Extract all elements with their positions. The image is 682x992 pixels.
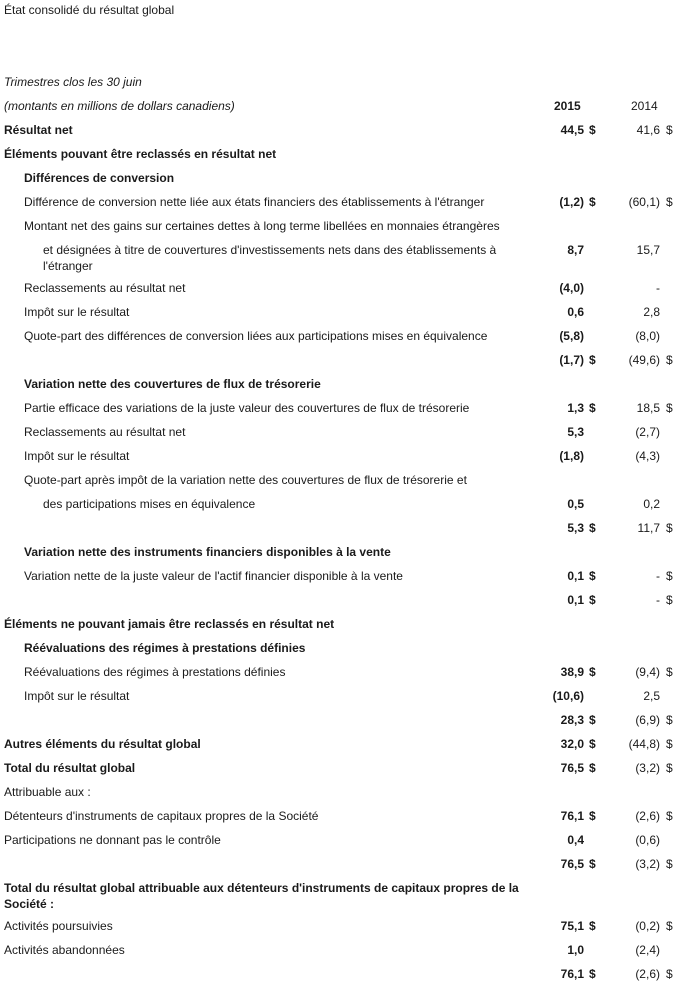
currency-2014: $ [666, 967, 673, 981]
table-row [0, 218, 682, 242]
value-2014: (49,6) [628, 353, 660, 367]
value-2014: (2,6) [635, 967, 660, 981]
subsection-heading [0, 170, 682, 194]
year-2014-header: 2014 [631, 99, 658, 113]
year-2015-header: 2015 [554, 99, 581, 113]
period-label: Trimestres clos les 30 juin [4, 75, 142, 89]
value-2014: (3,2) [635, 761, 660, 775]
row-label: des participations mises en équivalence [43, 497, 256, 511]
header-units-row [0, 98, 682, 122]
value-2014: 18,5 [636, 401, 660, 415]
table-row [0, 472, 682, 496]
value-2014: (44,8) [628, 737, 660, 751]
subsection-heading [0, 544, 682, 568]
currency-2014: $ [666, 593, 673, 607]
currency-2015: $ [589, 809, 596, 823]
table-row [0, 918, 682, 942]
row-label: Variation nette des couvertures de flux de trésorerie [24, 377, 321, 391]
value-2014: (3,2) [635, 857, 660, 871]
row-label: Variation nette de la juste valeur de l'actif financier disponible à la vente [24, 569, 403, 583]
currency-2015: $ [589, 521, 596, 535]
value-2015: (1,7) [559, 353, 584, 367]
table-row [0, 942, 682, 966]
row-label: Quote-part après impôt de la variation nette des couvertures de flux de trésorerie et [24, 473, 467, 487]
value-2014: (2,4) [635, 943, 660, 957]
value-2014: (8,0) [635, 329, 660, 343]
value-2014: 41,6 [636, 123, 660, 137]
value-2014: 2,5 [643, 689, 660, 703]
value-2015: 38,9 [560, 665, 584, 679]
currency-2015: $ [589, 593, 596, 607]
value-2014: (0,2) [635, 919, 660, 933]
value-2014: 15,7 [636, 243, 660, 257]
row-label: Activités abandonnées [4, 943, 125, 957]
table-row [0, 242, 682, 274]
currency-2014: $ [666, 809, 673, 823]
currency-2014: $ [666, 713, 673, 727]
currency-2015: $ [589, 737, 596, 751]
subtotal-row [0, 592, 682, 616]
row-label: Total du résultat global attribuable aux détenteurs d'instruments de capitaux propres de la Société : [4, 881, 519, 911]
table-row [0, 194, 682, 218]
value-2014: (2,7) [635, 425, 660, 439]
value-2014: - [656, 569, 660, 583]
value-2015: 75,1 [560, 919, 584, 933]
table-row [0, 736, 682, 760]
value-2015: 0,1 [567, 593, 584, 607]
currency-2014: $ [666, 195, 673, 209]
table-row [0, 568, 682, 592]
subtotal-row [0, 966, 682, 990]
table-row [0, 832, 682, 856]
value-2015: (5,8) [559, 329, 584, 343]
value-2015: 5,3 [567, 521, 584, 535]
value-2015: 0,4 [567, 833, 584, 847]
row-label: Impôt sur le résultat [24, 449, 130, 463]
currency-2014: $ [666, 569, 673, 583]
row-label: Réévaluations des régimes à prestations définies [24, 665, 286, 679]
value-2015: 76,5 [560, 857, 584, 871]
currency-2014: $ [666, 123, 673, 137]
value-2015: (10,6) [552, 689, 584, 703]
currency-2015: $ [589, 967, 596, 981]
statement-title: État consolidé du résultat global [4, 3, 175, 17]
value-2015: (1,2) [559, 195, 584, 209]
currency-2014: $ [666, 521, 673, 535]
section-heading [0, 146, 682, 170]
row-label: Réévaluations des régimes à prestations définies [24, 641, 306, 655]
currency-2015: $ [589, 569, 596, 583]
currency-2015: $ [589, 761, 596, 775]
value-2015: 44,5 [560, 123, 584, 137]
subsection-heading [0, 640, 682, 664]
value-2015: 76,5 [560, 761, 584, 775]
table-row [0, 808, 682, 832]
value-2015: 28,3 [560, 713, 584, 727]
currency-2014: $ [666, 761, 673, 775]
value-2015: 8,7 [567, 243, 584, 257]
table-row [0, 424, 682, 448]
value-2014: (2,6) [635, 809, 660, 823]
currency-2015: $ [589, 401, 596, 415]
currency-2014: $ [666, 737, 673, 751]
row-label: Détenteurs d'instruments de capitaux propres de la Société [4, 809, 319, 823]
row-label: Participations ne donnant pas le contrôle [4, 833, 221, 847]
units-label: (montants en millions de dollars canadiens) [4, 99, 235, 113]
value-2014: 11,7 [637, 521, 660, 535]
value-2015: 76,1 [560, 809, 584, 823]
table-row [0, 122, 682, 146]
subtotal-row [0, 352, 682, 376]
subtotal-row [0, 856, 682, 880]
currency-2014: $ [666, 353, 673, 367]
table-row [0, 304, 682, 328]
value-2015: 0,6 [567, 305, 584, 319]
value-2015: 1,3 [567, 401, 584, 415]
value-2014: (4,3) [635, 449, 660, 463]
row-label: Impôt sur le résultat [24, 689, 130, 703]
currency-2015: $ [589, 713, 596, 727]
table-row [0, 760, 682, 784]
section-heading [0, 616, 682, 640]
value-2014: 0,2 [643, 497, 660, 511]
table-row [0, 328, 682, 352]
header-period-row [0, 74, 682, 98]
table-row [0, 400, 682, 424]
row-label: Attribuable aux : [4, 785, 91, 799]
currency-2014: $ [666, 919, 673, 933]
table-row [0, 280, 682, 304]
value-2014: (9,4) [635, 665, 660, 679]
subtotal-row [0, 520, 682, 544]
value-2015: (1,8) [559, 449, 584, 463]
row-label: Partie efficace des variations de la juste valeur des couvertures de flux de trésorerie [24, 401, 470, 415]
section-heading [0, 880, 682, 914]
currency-2015: $ [589, 195, 596, 209]
row-label: Éléments pouvant être reclassés en résultat net [4, 147, 277, 161]
row-label: Éléments ne pouvant jamais être reclassés en résultat net [4, 617, 335, 631]
row-label: Quote-part des différences de conversion liées aux participations mises en équivalence [24, 329, 488, 343]
currency-2015: $ [589, 123, 596, 137]
row-label: Total du résultat global [4, 761, 136, 775]
row-label: Différences de conversion [24, 171, 175, 185]
value-2014: (0,6) [635, 833, 660, 847]
currency-2015: $ [589, 857, 596, 871]
subsection-heading [0, 376, 682, 400]
value-2014: (60,1) [628, 195, 660, 209]
row-label: Activités poursuivies [4, 919, 113, 933]
row-label: Autres éléments du résultat global [4, 737, 201, 751]
row-label: Impôt sur le résultat [24, 305, 130, 319]
table-row [0, 784, 682, 808]
table-row [0, 496, 682, 520]
value-2015: 5,3 [567, 425, 584, 439]
row-label: Différence de conversion nette liée aux états financiers des établissements à l'étranger [24, 195, 485, 209]
currency-2015: $ [589, 665, 596, 679]
row-label: Variation nette des instruments financiers disponibles à la vente [24, 545, 391, 559]
value-2015: (4,0) [559, 281, 584, 295]
row-label: Résultat net [4, 123, 73, 137]
table-row [0, 664, 682, 688]
value-2014: 2,8 [643, 305, 660, 319]
table-row [0, 688, 682, 712]
value-2015: 76,1 [560, 967, 584, 981]
currency-2015: $ [589, 919, 596, 933]
row-label: Reclassements au résultat net [24, 425, 186, 439]
value-2015: 0,1 [567, 569, 584, 583]
value-2015: 32,0 [560, 737, 584, 751]
row-label: Reclassements au résultat net [24, 281, 186, 295]
value-2015: 1,0 [567, 943, 584, 957]
currency-2014: $ [666, 401, 673, 415]
row-label: Montant net des gains sur certaines dettes à long terme libellées en monnaies étrangères [24, 219, 500, 233]
value-2014: (6,9) [635, 713, 660, 727]
value-2015: 0,5 [567, 497, 584, 511]
currency-2014: $ [666, 857, 673, 871]
subtotal-row [0, 712, 682, 736]
table-row [0, 448, 682, 472]
value-2014: - [656, 593, 660, 607]
row-label: et désignées à titre de couvertures d'investissements nets dans des établissements à l'étranger [43, 243, 497, 273]
currency-2014: $ [666, 665, 673, 679]
currency-2015: $ [589, 353, 596, 367]
value-2014: - [656, 281, 660, 295]
